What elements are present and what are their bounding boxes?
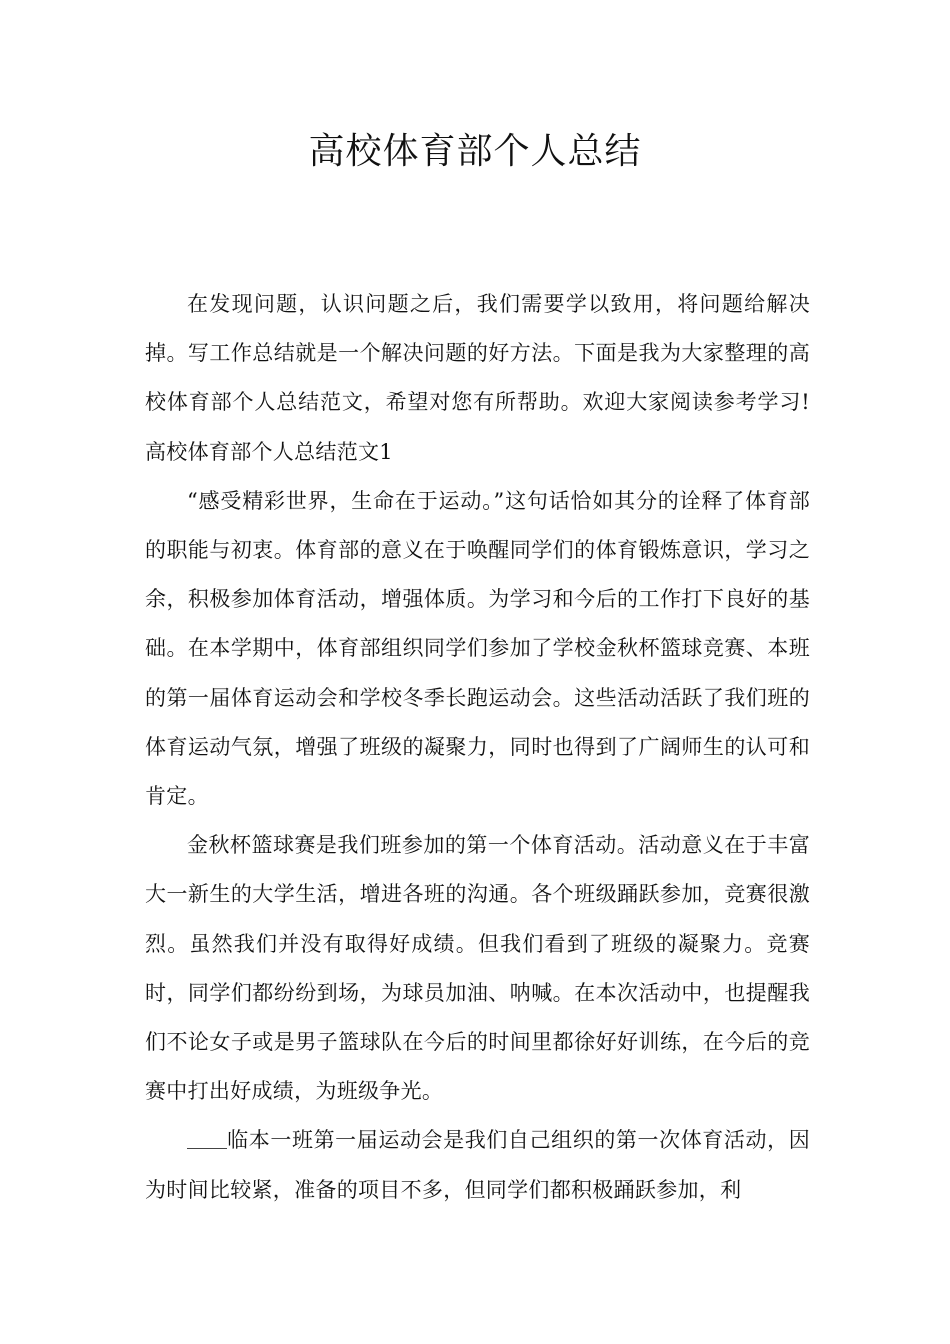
document-title: 高校体育部个人总结 xyxy=(308,131,642,172)
paragraph-intro: 在发现问题，认识问题之后，我们需要学以致用，将问题给解决掉。写工作总结就是一个解决问题的好方法。下面是我为大家整理的高校体育部个人总结范文，希望对您有所帮助。欢迎大家阅读参考学习!高校体育部个人总结范文1 xyxy=(145,292,810,464)
paragraph-sports-department: “感受精彩世界，生命在于运动。”这句话恰如其分的诠释了体育部的职能与初衷。体育部的意义在于唤醒同学们的体育锻炼意识，学习之余，积极参加体育活动，增强体质。为学习和今后的工作打下良好的基础。在本学期中，体育部组织同学们参加了学校金秋杯篮球竞赛、本班的第一届体育运动会和学校冬季长跑运动会。这些活动活跃了我们班的体育运动气氛，增强了班级的凝聚力，同时也得到了广阔师生的认可和肯定。 xyxy=(145,488,810,809)
document-body xyxy=(145,280,810,1215)
paragraph-basketball: 金秋杯篮球赛是我们班参加的第一个体育活动。活动意义在于丰富大一新生的大学生活，增进各班的沟通。各个班级踊跃参加，竞赛很激烈。虽然我们并没有取得好成绩。但我们看到了班级的凝聚力。竞赛时，同学们都纷纷到场，为球员加油、呐喊。在本次活动中，也提醒我们不论女子或是男子篮球队在今后的时间里都徐好好训练，在今后的竞赛中打出好成绩，为班级争光。 xyxy=(145,833,810,1104)
blank-underline xyxy=(187,1127,227,1149)
paragraph-sports-meeting-text: 临本一班第一届运动会是我们自己组织的第一次体育活动，因为时间比较紧，准备的项目不多，但同学们都积极踊跃参加，利 xyxy=(145,1128,810,1202)
paragraph-sports-meeting xyxy=(145,1116,810,1214)
